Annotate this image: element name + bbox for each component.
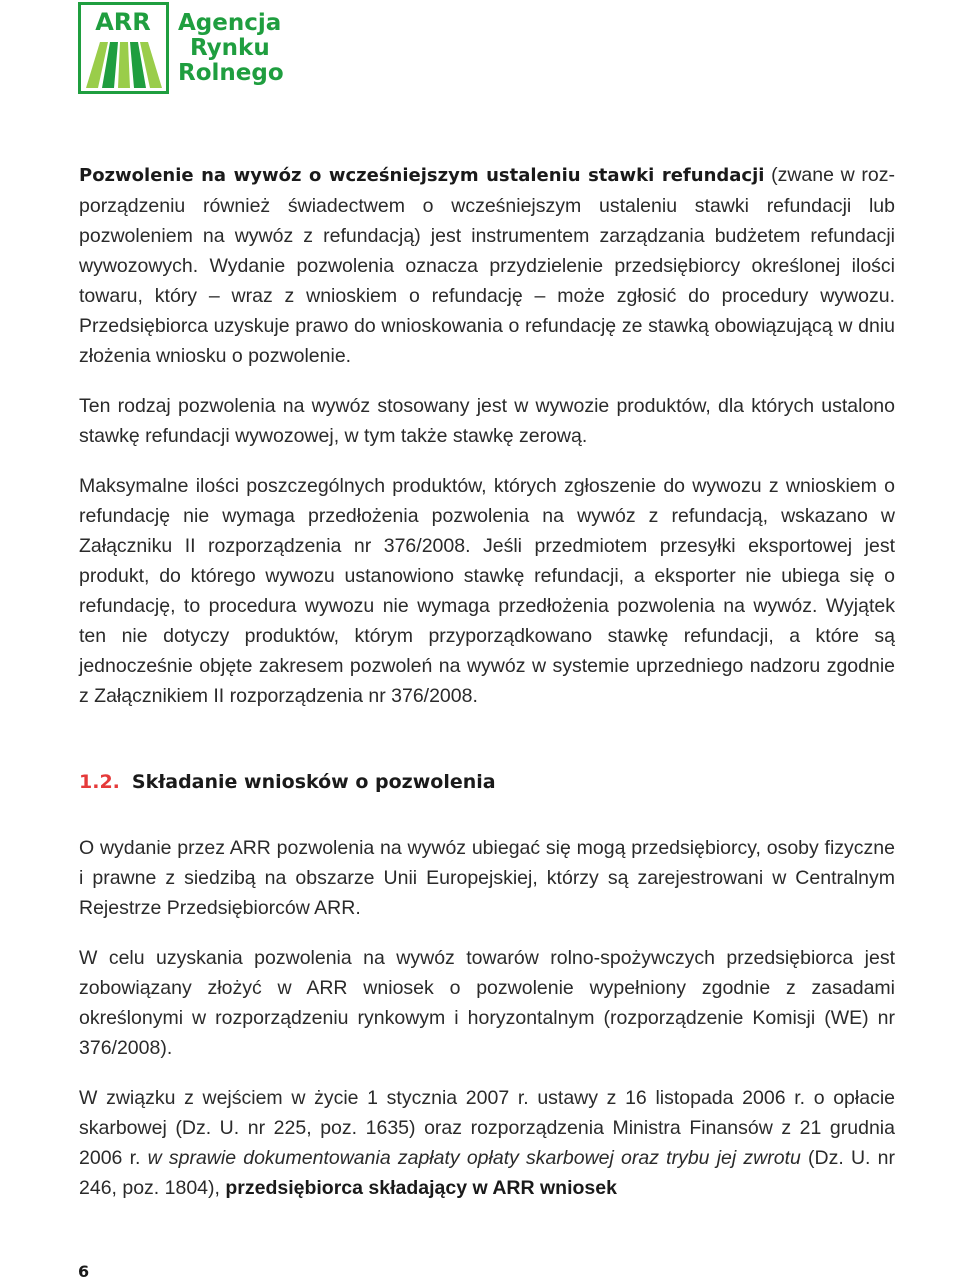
paragraph-maximum-quantities: Maksymalne ilości poszczególnych produktów, których zgłoszenie do wywozu z wnioskiem o refundację nie wymaga przedłożenia pozwolenia na wywóz z refundacją, wskazano w Załączniku II rozporządzenia nr 376/2008. Jeśli przedmiotem przesyłki eksportowej jest produkt, do którego wywozu ustanowiono stawkę refundacji, a eksporter nie ubiega się o refundację, to procedura wywozu nie wymaga przedłożenia pozwolenia na wywóz. Wyjątek ten nie dotyczy produktów, którym przyporządkowano stawkę refundacji, a które są jednocześnie objęte zakresem pozwoleń na wywóz w systemie uprzedniego nadzoru zgodnie z Załącznikiem II rozporządzenia nr 376/2008. [79,475,895,707]
paragraph-license-scope: Ten rodzaj pozwolenia na wywóz stosowany jest w wywozie produktów, dla których ustalono stawkę refundacji wywozowej, w tym także stawkę zerową. [79,395,895,447]
paragraph-stamp-duty [79,1083,895,1203]
paragraph-export-license [79,160,895,371]
section-heading [79,771,895,793]
paragraph-text: (Dz. U. nr 246, poz. 1804), [79,1147,895,1199]
page-number: 6 [78,1262,90,1281]
logo-initials: ARR [95,8,151,36]
arr-logo-graphic [78,2,308,96]
arr-logo [78,2,308,96]
logo-text-line1: Agencja [178,10,282,36]
logo-field-stripes [86,42,162,88]
emphasis-text: przedsiębiorca składający w ARR wniosek [225,1177,617,1199]
section-title: Składanie wniosków o pozwolenia [131,771,496,793]
logo-text-line2: Rynku [190,35,270,61]
page-content [79,160,895,1203]
logo-text-line3: Rolnego [178,60,284,86]
paragraph-eligible-applicants: O wydanie przez ARR pozwolenia na wywóz ubiegać się mogą przedsiębiorcy, osoby fizyczne i prawne z siedzibą na obszarze Unii Europejskiej, którzy są zarejestrowani w Centralnym Rejestrze Przedsiębiorców ARR. [79,837,895,919]
paragraph-text: (zwane w rozporządzeniu również świadectwem o wcześniejszym ustaleniu stawki refundacji lub pozwoleniem na wywóz z refundacją) jest instrumentem zarządzania budżetem refundacji wywozowych. Wydanie pozwolenia oznacza przydzielenie przedsiębiorcy określonej ilości towaru, który – wraz z wnioskiem o refundację – może zgłosić do procedury wywozu. Przedsiębiorca uzyskuje prawo do wnioskowania o refundację ze stawką obowiązującą w dniu złożenia wniosku o pozwolenie. [79,164,895,367]
paragraph-lead-term: Pozwolenie na wywóz o wcześniejszym ustaleniu stawki refundacji [79,165,765,186]
section-number: 1.2. [79,771,120,793]
paragraph-application-rules: W celu uzyskania pozwolenia na wywóz towarów rolno-spożywczych przedsiębiorca jest zobowiązany złożyć w ARR wniosek o pozwolenie wypełniony zgodnie z zasadami określonymi w rozporządzeniu rynkowym i horyzontalnym (rozporządzenie Komisji (WE) nr 376/2008). [79,947,895,1059]
regulation-title: w sprawie dokumentowania zapłaty opłaty skarbowej oraz trybu jej zwrotu [147,1147,801,1169]
paragraph-text: W związku z wejściem w życie 1 stycznia 2007 r. ustawy z 16 listopada 2006 r. o opłacie skarbowej (Dz. U. nr 225, poz. 1635) oraz rozporządzenia Ministra Finansów z 21 grudnia 2006 r. [79,1087,895,1169]
